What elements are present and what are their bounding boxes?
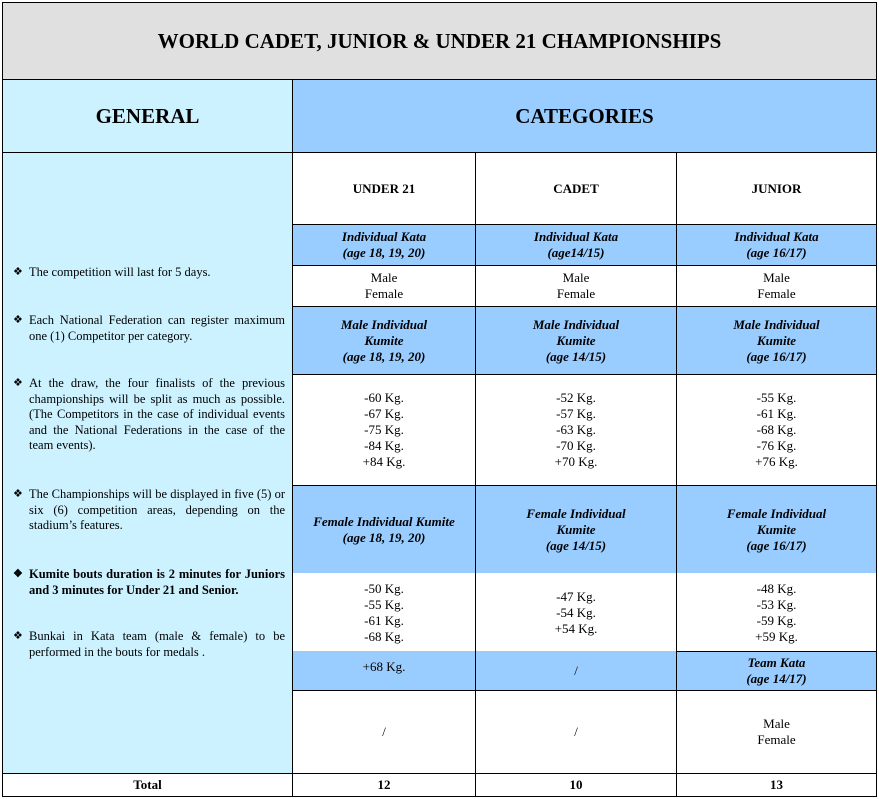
ind-kata-junior: Individual Kata (age 16/17) (676, 224, 877, 266)
male-weights-under21: -60 Kg. -67 Kg. -75 Kg. -84 Kg. +84 Kg. (292, 374, 476, 486)
male-weights-junior: -55 Kg. -61 Kg. -68 Kg. -76 Kg. +76 Kg. (676, 374, 877, 486)
female-kumite-junior: Female Individual Kumite (age 16/17) (676, 485, 877, 574)
general-panel (2, 152, 293, 774)
total-junior: 13 (676, 773, 877, 797)
female-weights-cadet: -47 Kg. -54 Kg. +54 Kg. (475, 573, 677, 652)
female-kumite-under21: Female Individual Kumite (age 18, 19, 20) (292, 485, 476, 574)
ind-kata-cadet: Individual Kata (age14/15) (475, 224, 677, 266)
general-bullet: ❖ At the draw, the four finalists of the previous championships will be split as much as possible. (The Competitors in the case of individual events and the National Federations in the case of the team events). (13, 376, 285, 452)
extra-under21: +68 Kg. (292, 651, 476, 691)
ind-kata-genders-cadet: Male Female (475, 265, 677, 307)
general-bullet: ❖ Kumite bouts duration is 2 minutes for Juniors and 3 minutes for Under 21 and Senior. (13, 567, 285, 597)
ind-kata-under21: Individual Kata (age 18, 19, 20) (292, 224, 476, 266)
page-title: WORLD CADET, JUNIOR & UNDER 21 CHAMPIONSHIPS (2, 2, 877, 80)
diamond-bullet-icon: ❖ (13, 314, 23, 326)
last-under21: / (292, 690, 476, 774)
female-kumite-cadet: Female Individual Kumite (age 14/15) (475, 485, 677, 574)
general-bullet: ❖ The competition will last for 5 days. (13, 265, 211, 279)
ind-kata-genders-junior: Male Female (676, 265, 877, 307)
diamond-bullet-icon: ❖ (13, 488, 23, 500)
last-cadet: / (475, 690, 677, 774)
female-weights-under21: -50 Kg. -55 Kg. -61 Kg. -68 Kg. (292, 573, 476, 652)
diamond-bullet-icon: ❖ (13, 377, 23, 389)
general-bullet: ❖ Each National Federation can register maximum one (1) Competitor per category. (13, 313, 285, 343)
general-heading: GENERAL (2, 79, 293, 153)
total-under21: 12 (292, 773, 476, 797)
last-junior: Male Female (676, 690, 877, 774)
column-header-cadet: CADET (475, 152, 677, 225)
column-header-under21: UNDER 21 (292, 152, 476, 225)
male-kumite-under21: Male Individual Kumite (age 18, 19, 20) (292, 306, 476, 375)
general-bullet: ❖ Bunkai in Kata team (male & female) to be performed in the bouts for medals . (13, 629, 285, 659)
diamond-bullet-icon: ❖ (13, 568, 23, 580)
ind-kata-genders-under21: Male Female (292, 265, 476, 307)
male-kumite-junior: Male Individual Kumite (age 16/17) (676, 306, 877, 375)
male-weights-cadet: -52 Kg. -57 Kg. -63 Kg. -70 Kg. +70 Kg. (475, 374, 677, 486)
diamond-bullet-icon: ❖ (13, 266, 23, 278)
male-kumite-cadet: Male Individual Kumite (age 14/15) (475, 306, 677, 375)
extra-cadet: / (475, 651, 677, 691)
categories-heading: CATEGORIES (292, 79, 877, 153)
general-bullet: ❖ The Championships will be displayed in five (5) or six (6) competition areas, depending on the stadium’s features. (13, 487, 285, 532)
team-kata-junior: Team Kata (age 14/17) (676, 651, 877, 691)
total-cadet: 10 (475, 773, 677, 797)
female-weights-junior: -48 Kg. -53 Kg. -59 Kg. +59 Kg. (676, 573, 877, 652)
total-label: Total (2, 773, 293, 797)
column-header-junior: JUNIOR (676, 152, 877, 225)
diamond-bullet-icon: ❖ (13, 630, 23, 642)
